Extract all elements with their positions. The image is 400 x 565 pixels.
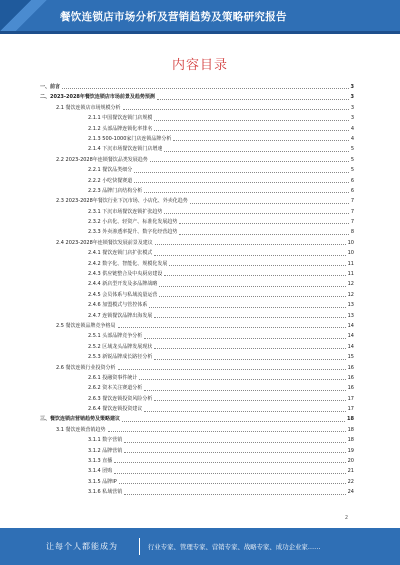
toc-entry-page: 6 [350,187,354,194]
toc-entry-label: 3.1.2 品牌营销 [88,447,123,454]
toc-entry-page: 5 [350,146,354,153]
report-header [0,0,400,34]
toc-entry[interactable] [40,144,354,154]
toc-entry-page: 22 [347,478,354,485]
toc-leader-dots [154,130,348,131]
toc-entry[interactable] [40,165,354,175]
report-title: 餐饮连锁店市场分析及营销趋势及策略研究报告 [60,11,287,23]
toc-entry[interactable] [40,435,354,445]
toc-entry[interactable] [40,279,354,289]
toc-entry-label: 2.1.2 头部品牌连锁化率排名 [88,125,153,132]
toc-entry-page: 4 [350,135,354,142]
toc-entry[interactable] [40,113,354,123]
toc-entry[interactable] [40,352,354,362]
toc-entry-page: 12 [347,281,354,288]
toc-leader-dots [154,120,348,121]
toc-leader-dots [154,317,345,318]
toc-entry-label: 2.5.2 区域龙头品牌发展现状 [88,343,153,350]
toc-entry-page: 18 [347,416,354,423]
toc-entry-label: 二、2023-2028年餐饮连锁店市场前景及趋势预测 [40,94,155,101]
toc-leader-dots [164,151,348,152]
toc-entry-label: 3.1.5 品牌IP [88,478,117,485]
toc-entry[interactable] [40,404,354,414]
toc-leader-dots [134,172,349,173]
toc-leader-dots [154,348,345,349]
toc-leader-dots [154,400,345,401]
toc-entry-page: 14 [347,333,354,340]
toc-entry-page: 17 [347,406,354,413]
toc-entry-page: 8 [350,229,354,236]
toc-entry-label: 2.4.3 供应链整合及中央厨房建设 [88,271,163,278]
toc-entry-page: 16 [347,364,354,371]
toc-entry[interactable] [40,477,354,487]
toc-leader-dots [122,421,345,422]
toc-entry-label: 2.5.1 头部品牌竞争分析 [88,333,143,340]
toc-leader-dots [157,99,349,100]
toc-entry-label: 2.6.4 餐饮连锁投资建议 [88,406,143,413]
toc-entry-label: 2.3 2023-2028年餐饮行业下沉市场、小店化、外卖化趋势 [56,198,188,205]
table-of-contents [40,82,354,498]
toc-entry[interactable] [40,456,354,466]
toc-entry[interactable] [40,300,354,310]
toc-entry-label: 2.1.3 500-1000家门店连锁品牌分析 [88,135,172,142]
toc-entry-label: 2.6.3 餐饮连锁投资风险分析 [88,395,153,402]
toc-entry-label: 2.6.1 投融资事件统计 [88,374,138,381]
toc-entry[interactable] [40,207,354,217]
toc-entry-label: 3.1.1 数字营销 [88,437,123,444]
toc-entry-page: 7 [350,208,354,215]
toc-entry-label: 3.1.3 直播 [88,458,113,465]
toc-entry-page: 3 [350,94,354,101]
toc-leader-dots [108,431,346,432]
toc-entry-page: 13 [347,302,354,309]
toc-entry[interactable] [40,446,354,456]
toc-entry-page: 19 [347,447,354,454]
toc-entry[interactable] [40,321,354,331]
toc-entry[interactable] [40,176,354,186]
toc-leader-dots [164,275,345,276]
toc-entry-page: 24 [347,489,354,496]
toc-entry-label: 2.5.3 新锐品牌成长路径分析 [88,354,153,361]
toc-entry[interactable] [40,290,354,300]
toc-leader-dots [144,390,345,391]
toc-entry-page: 14 [347,322,354,329]
toc-entry[interactable] [40,82,354,92]
toc-leader-dots [124,452,345,453]
toc-entry-label: 2.4.4 新店型开发及多品牌战略 [88,281,158,288]
toc-entry-label: 2.4 2023-2028年连锁餐饮发展前景及建议 [56,239,153,246]
toc-entry[interactable] [40,227,354,237]
toc-entry-label: 2.1 餐饮连锁店市场规模分析 [56,104,121,111]
toc-entry-label: 3.1.6 私域营销 [88,489,123,496]
toc-entry[interactable] [40,373,354,383]
toc-entry-label: 2.3.2 小店化、轻资产、标准化发展趋势 [88,219,178,226]
toc-leader-dots [144,411,345,412]
toc-entry[interactable] [40,238,354,248]
toc-entry[interactable] [40,186,354,196]
toc-entry-page: 3 [350,104,354,111]
toc-entry[interactable] [40,383,354,393]
toc-entry-label: 3.1 餐饮连锁营销趋势 [56,426,106,433]
toc-leader-dots [154,359,345,360]
toc-leader-dots [159,296,345,297]
toc-entry-label: 2.4.6 加盟模式与管控体系 [88,302,148,309]
toc-entry-label: 三、餐饮连锁店营销趋势及策略建议 [40,416,121,423]
footer-roles: 行业专家、管理专家、营销专家、战略专家、成功企业家…… [148,543,321,551]
footer-divider [139,538,140,555]
toc-entry[interactable] [40,103,354,113]
toc-leader-dots [190,203,349,204]
toc-entry-page: 11 [347,260,354,267]
toc-leader-dots [118,369,346,370]
toc-entry-page: 7 [350,198,354,205]
toc-entry[interactable] [40,196,354,206]
toc-entry-label: 2.6.2 资本关注赛道分析 [88,385,143,392]
toc-entry-label: 一、前言 [40,83,61,90]
toc-entry-label: 2.5 餐饮连锁品牌竞争格局 [56,322,116,329]
toc-entry-page: 17 [347,395,354,402]
toc-entry[interactable] [40,248,354,258]
toc-leader-dots [164,213,348,214]
toc-entry-label: 2.3.3 外卖渗透率提升、数字化经营趋势 [88,229,178,236]
toc-entry-page: 13 [347,312,354,319]
toc-entry[interactable] [40,269,354,279]
toc-leader-dots [154,255,345,256]
toc-entry-label: 2.3.1 下沉市场餐饮连锁扩张趋势 [88,208,163,215]
toc-entry[interactable] [40,217,354,227]
toc-entry-label: 2.2 2023-2028年连锁餐饮品类发展趋势 [56,156,148,163]
toc-entry-page: 12 [347,291,354,298]
toc-entry-label: 2.2.2 小吃快餐赛道 [88,177,133,184]
toc-entry-label: 2.4.2 数字化、智能化、规模化发展 [88,260,168,267]
toc-leader-dots [155,244,346,245]
toc-leader-dots [124,442,345,443]
toc-leader-dots [62,88,349,89]
toc-entry[interactable] [40,92,354,102]
toc-entry-page: 18 [347,426,354,433]
toc-leader-dots [149,307,345,308]
toc-entry[interactable] [40,331,354,341]
toc-entry[interactable] [40,394,354,404]
toc-entry-page: 15 [347,354,354,361]
toc-leader-dots [159,286,345,287]
toc-leader-dots [169,265,345,266]
toc-entry-label: 3.1.4 团购 [88,468,113,475]
toc-entry-label: 2.4.7 连锁餐饮品牌出海发展 [88,312,153,319]
toc-entry[interactable] [40,259,354,269]
toc-entry[interactable] [40,425,354,435]
toc-leader-dots [144,192,349,193]
footer-slogan: 让每个人都能成为 [46,542,118,551]
toc-heading: 内容目录 [171,58,228,73]
toc-entry-label: 2.4.1 餐饮连锁门店扩张模式 [88,250,153,257]
toc-entry-page: 21 [347,468,354,475]
toc-entry-page: 3 [350,115,354,122]
toc-leader-dots [123,109,349,110]
toc-entry-page: 5 [350,167,354,174]
toc-entry-page: 16 [347,385,354,392]
toc-entry[interactable] [40,363,354,373]
toc-entry-label: 2.1.4 下沉市场餐饮连锁门店增速 [88,146,163,153]
toc-entry-label: 2.4.5 会员体系与私域流量运营 [88,291,158,298]
toc-leader-dots [139,379,345,380]
toc-entry-page: 20 [347,458,354,465]
toc-entry[interactable] [40,155,354,165]
toc-leader-dots [119,483,346,484]
toc-entry-page: 16 [347,374,354,381]
toc-entry-label: 2.1.1 中国餐饮连锁门店规模 [88,115,153,122]
report-footer [0,528,400,565]
toc-entry[interactable] [40,311,354,321]
toc-entry[interactable] [40,124,354,134]
toc-entry-page: 10 [347,250,354,257]
header-underline [0,31,400,34]
toc-entry-page: 3 [350,83,354,90]
toc-leader-dots [150,161,349,162]
toc-entry[interactable] [40,487,354,497]
toc-leader-dots [114,473,345,474]
toc-leader-dots [124,494,345,495]
toc-leader-dots [144,338,345,339]
toc-entry-page: 18 [347,437,354,444]
toc-entry[interactable] [40,415,354,425]
toc-leader-dots [173,140,348,141]
toc-entry-page: 7 [350,219,354,226]
toc-entry-page: 10 [347,239,354,246]
toc-entry-label: 2.2.1 餐饮品类细分 [88,167,133,174]
toc-leader-dots [179,234,348,235]
toc-leader-dots [114,462,345,463]
toc-entry[interactable] [40,134,354,144]
toc-entry-page: 6 [350,177,354,184]
toc-entry-page: 14 [347,343,354,350]
toc-entry-page: 11 [347,271,354,278]
toc-entry[interactable] [40,342,354,352]
toc-leader-dots [179,223,348,224]
toc-entry-page: 5 [350,156,354,163]
toc-leader-dots [118,327,346,328]
toc-entry-label: 2.2.3 品牌门店结构分析 [88,187,143,194]
toc-entry[interactable] [40,466,354,476]
page-number: 2 [344,515,348,521]
toc-leader-dots [134,182,349,183]
toc-entry-label: 2.6 餐饮连锁行业投资分析 [56,364,116,371]
toc-entry-page: 4 [350,125,354,132]
